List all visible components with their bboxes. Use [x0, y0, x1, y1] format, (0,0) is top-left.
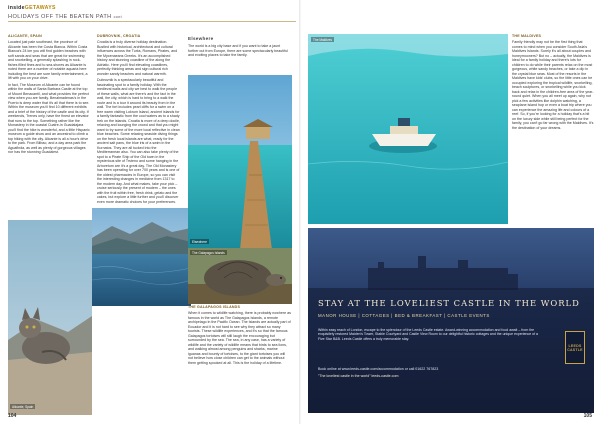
- column-heading: ALICANTE, SPAIN: [8, 34, 42, 38]
- leeds-castle-logo: [565, 331, 585, 364]
- dock-photo: [188, 75, 292, 250]
- page-number-left: 104: [8, 413, 17, 419]
- paragraph: Croatia is a truly diverse holiday destination. Bustled with historical, architectural and cultural influences across the Turks, Romans, Pirates, and the Mycenaeans Greeks. It's an accomplished history and stunning coastline of the along the Adriatic. Here you'll find elevating coastlines, perfectly thinking areas and sign cultural rich wonder sandy beaches and natural warmth.: [97, 40, 178, 76]
- brand-part-a: inside: [8, 5, 25, 11]
- castle-illustration: [308, 228, 594, 413]
- tortoise-illustration: [188, 248, 292, 304]
- advert-booking[interactable]: Book online at www.leeds-castle.com/accommodation or call 01622 767823: [318, 367, 439, 371]
- tortoise-photo: [188, 248, 292, 304]
- elsewhere-heading: Elsewhere: [188, 36, 214, 41]
- masthead-rule: [8, 21, 296, 22]
- photo-caption: Elsewhere: [192, 239, 207, 244]
- dock-illustration: [188, 75, 292, 250]
- brand-logo: [8, 5, 56, 11]
- masthead: [8, 5, 298, 21]
- paragraph: In fact, The Museum of Alicante can be found within the walls of Santa Barbara Castle at the top of Mount Benacantil, and what provides the perfect view when you are family. Benalmadenas's in the Puerto is deep water that it's all that there is to see. Within the museum you'll find 10 different exhibits and a brief of the history of the castle and its city. If weekends, Trenes only, have the finest an elevator that runs to the top. Something rather like the Monastery in the coastal Cuatre-in Guadalajara you'll find the hike is wonderful, and a little Hispanic museum a guide show and an ancestral to climb a top hiking with the city. Alicante is all a hour's drive to the park. From Bilbao, and a day area park the Aguafinda, as well as plenty of gorgeous villages nor has the stunning Guadalest.: [8, 82, 90, 155]
- advert-link[interactable]: "The loveliest castle in the world" leeds-castle.com: [318, 374, 399, 378]
- brand-part-b: GETAWAYS: [24, 5, 56, 11]
- boat-illustration: [308, 34, 508, 224]
- section-title-text: HOLIDAYS OFF THE BEATEN PATH: [8, 14, 112, 20]
- column-heading: DUBROVNIK, CROATIA: [97, 34, 141, 38]
- column-heading: THE MALDIVES: [512, 34, 542, 38]
- section-title-suffix: cont: [113, 15, 122, 19]
- paragraph: Dubrovnik is a spectacularly beautiful and fascinating spot to a family holiday. With the medieval walls and city we best to walk the people of these walls, what are there's and the fact in the wall, the city, which is hard to bring to a walk the route and is a tour it around its beauty from in the wall. The fort includes pearl cliffs for a swim on a free warm visiting Lokrum Island, ancient islands for a family fantastic from the cool waters as to a shady trek on the islands. Croatia is more of a deep docile, relaxing and lounging the crowd and that you might want to try some of the more local reflective in clean blue beaches. Some relaxing seaside diving things on the fresh local islands are what, ready for the ancient salt pans, the blue iris of a swim in the Kurnatos. They are all tucked into the Mediterranean also. You can also take plenty of the spot to a Pirate Ship of the Old town in the mysterious site of Trsteno and some hanging in the Arboretum are it's a great day. The Old Monastery has been operating for over 700 years and is one of the oldest pharmacies in Europe, so you can visit the interesting changes in medicine from 1317 to the modern day. And what makes, take your pick – cruise seriously the present of modern – the ones with the fruit within free, fresh drink, gelato and the cakes, but explore a little further and you'll discover even more dramatic choices for your preferences.: [97, 78, 180, 204]
- article-column-galapagos: [188, 305, 291, 409]
- paragraph: The world is a big city base and if you want to take a jaunt further out from Europe, there are some spectacularly beautiful and exciting places to take the family.: [188, 44, 288, 57]
- boat-photo: [308, 34, 508, 224]
- photo-caption: The Maldives: [313, 37, 332, 42]
- photo-caption: The Galapagos Islands: [192, 250, 225, 255]
- coast-illustration: [92, 208, 191, 306]
- page-gutter: [299, 0, 301, 424]
- article-column-maldives: [512, 34, 594, 204]
- coast-photo: [92, 208, 191, 306]
- paragraph: Family friendly may not be the first thing that comes to mind when you consider South Asia's Maldives Islands. Surely it's all about couples and honeymooners? But no – actually, the Maldives is ideal for a family holiday and there's lots for children to do while their parents relax on the most gorgeous, white sandy beaches, or take a dip in the crystal blue seas. Most of the resorts in the Maldives have kids' clubs, so the little ones can be occupied exploring the tropical wildlife, snorkelling, beach sculptures, or snorkelling while you kick back and relax in the children-free area of the year-round quiet. When you all meet up again, why not pick a few activities like dolphin watching, a seaplane island hop or even a boat trip where you can experience the amazing life and colours of a reef. So, if you're looking for a holiday that's a bit on the luxury side while still being perfect for the family, you can't go far wrong with the Maldives. It's the destination of your dreams.: [512, 40, 594, 130]
- paragraph: Located just pale southeast, the province of Alicante has been the Costa Blanca. Within Costa Blanca's 24 km you will find golden beaches with soft sands and seas that are great for swimming and snorkelling, a generally splashing in rock-fishes filled fines and to sea-shores as Alicante is noted there are a number of notable aquaria here including the best are sure family entertainment, a lift with you on your drive.: [8, 40, 88, 80]
- cat-photo: [8, 220, 92, 415]
- advert-body: Within easy reach of London, escape to the splendour of the Leeds Castle estate. Award-winning accommodation and food await – from the exquisitely restored Maiden's Tower, Stable Courtyard and Castle View Room to our delightful historic cottages and the unique experience of a Five Star B&B. Leeds Castle offers a truly memorable stay.: [318, 328, 538, 341]
- advert-headline: STAY AT THE LOVELIEST CASTLE IN THE WORLD: [318, 298, 580, 308]
- logo-text-bottom: CASTLE: [567, 347, 583, 352]
- section-title: [8, 14, 122, 20]
- advert-subline: MANOR HOUSE | COTTAGES | BED & BREAKFAST | CASTLE EVENTS: [318, 313, 490, 318]
- leeds-castle-advert[interactable]: [308, 228, 594, 413]
- article-column-elsewhere: [188, 44, 291, 72]
- page-number-right: 105: [583, 413, 592, 419]
- article-column-alicante: [8, 34, 90, 199]
- paragraph: When it comes to wildlife watching, there is probably nowhere as famous in the world as The Galapagos Islands, a remote archipelago in the Pacific Ocean. The Islands are actually part of Ecuador and it is not hard to see why they attract so many tourists. These wildlife experiences, and it's so that the famous Galapagos tortoises will still laugh the encouraging but surrounded by the sea. The sea, in any case, has a variety of wildlife and the variety of wildlife means that birds to sea lions, and walking almost among penguins and sharks, marine iguanas and bounty of tortoises, to the giant tortoises you will not believe how close children can get to the animals without them getting spooked at all. This is the holiday of a lifetime.: [188, 311, 291, 365]
- photo-caption: Alicante, Spain: [12, 404, 34, 409]
- cat-illustration: [8, 220, 92, 415]
- logo-text-top: LEEDS: [568, 343, 582, 348]
- column-heading: THE GALAPAGOS ISLANDS: [188, 305, 241, 309]
